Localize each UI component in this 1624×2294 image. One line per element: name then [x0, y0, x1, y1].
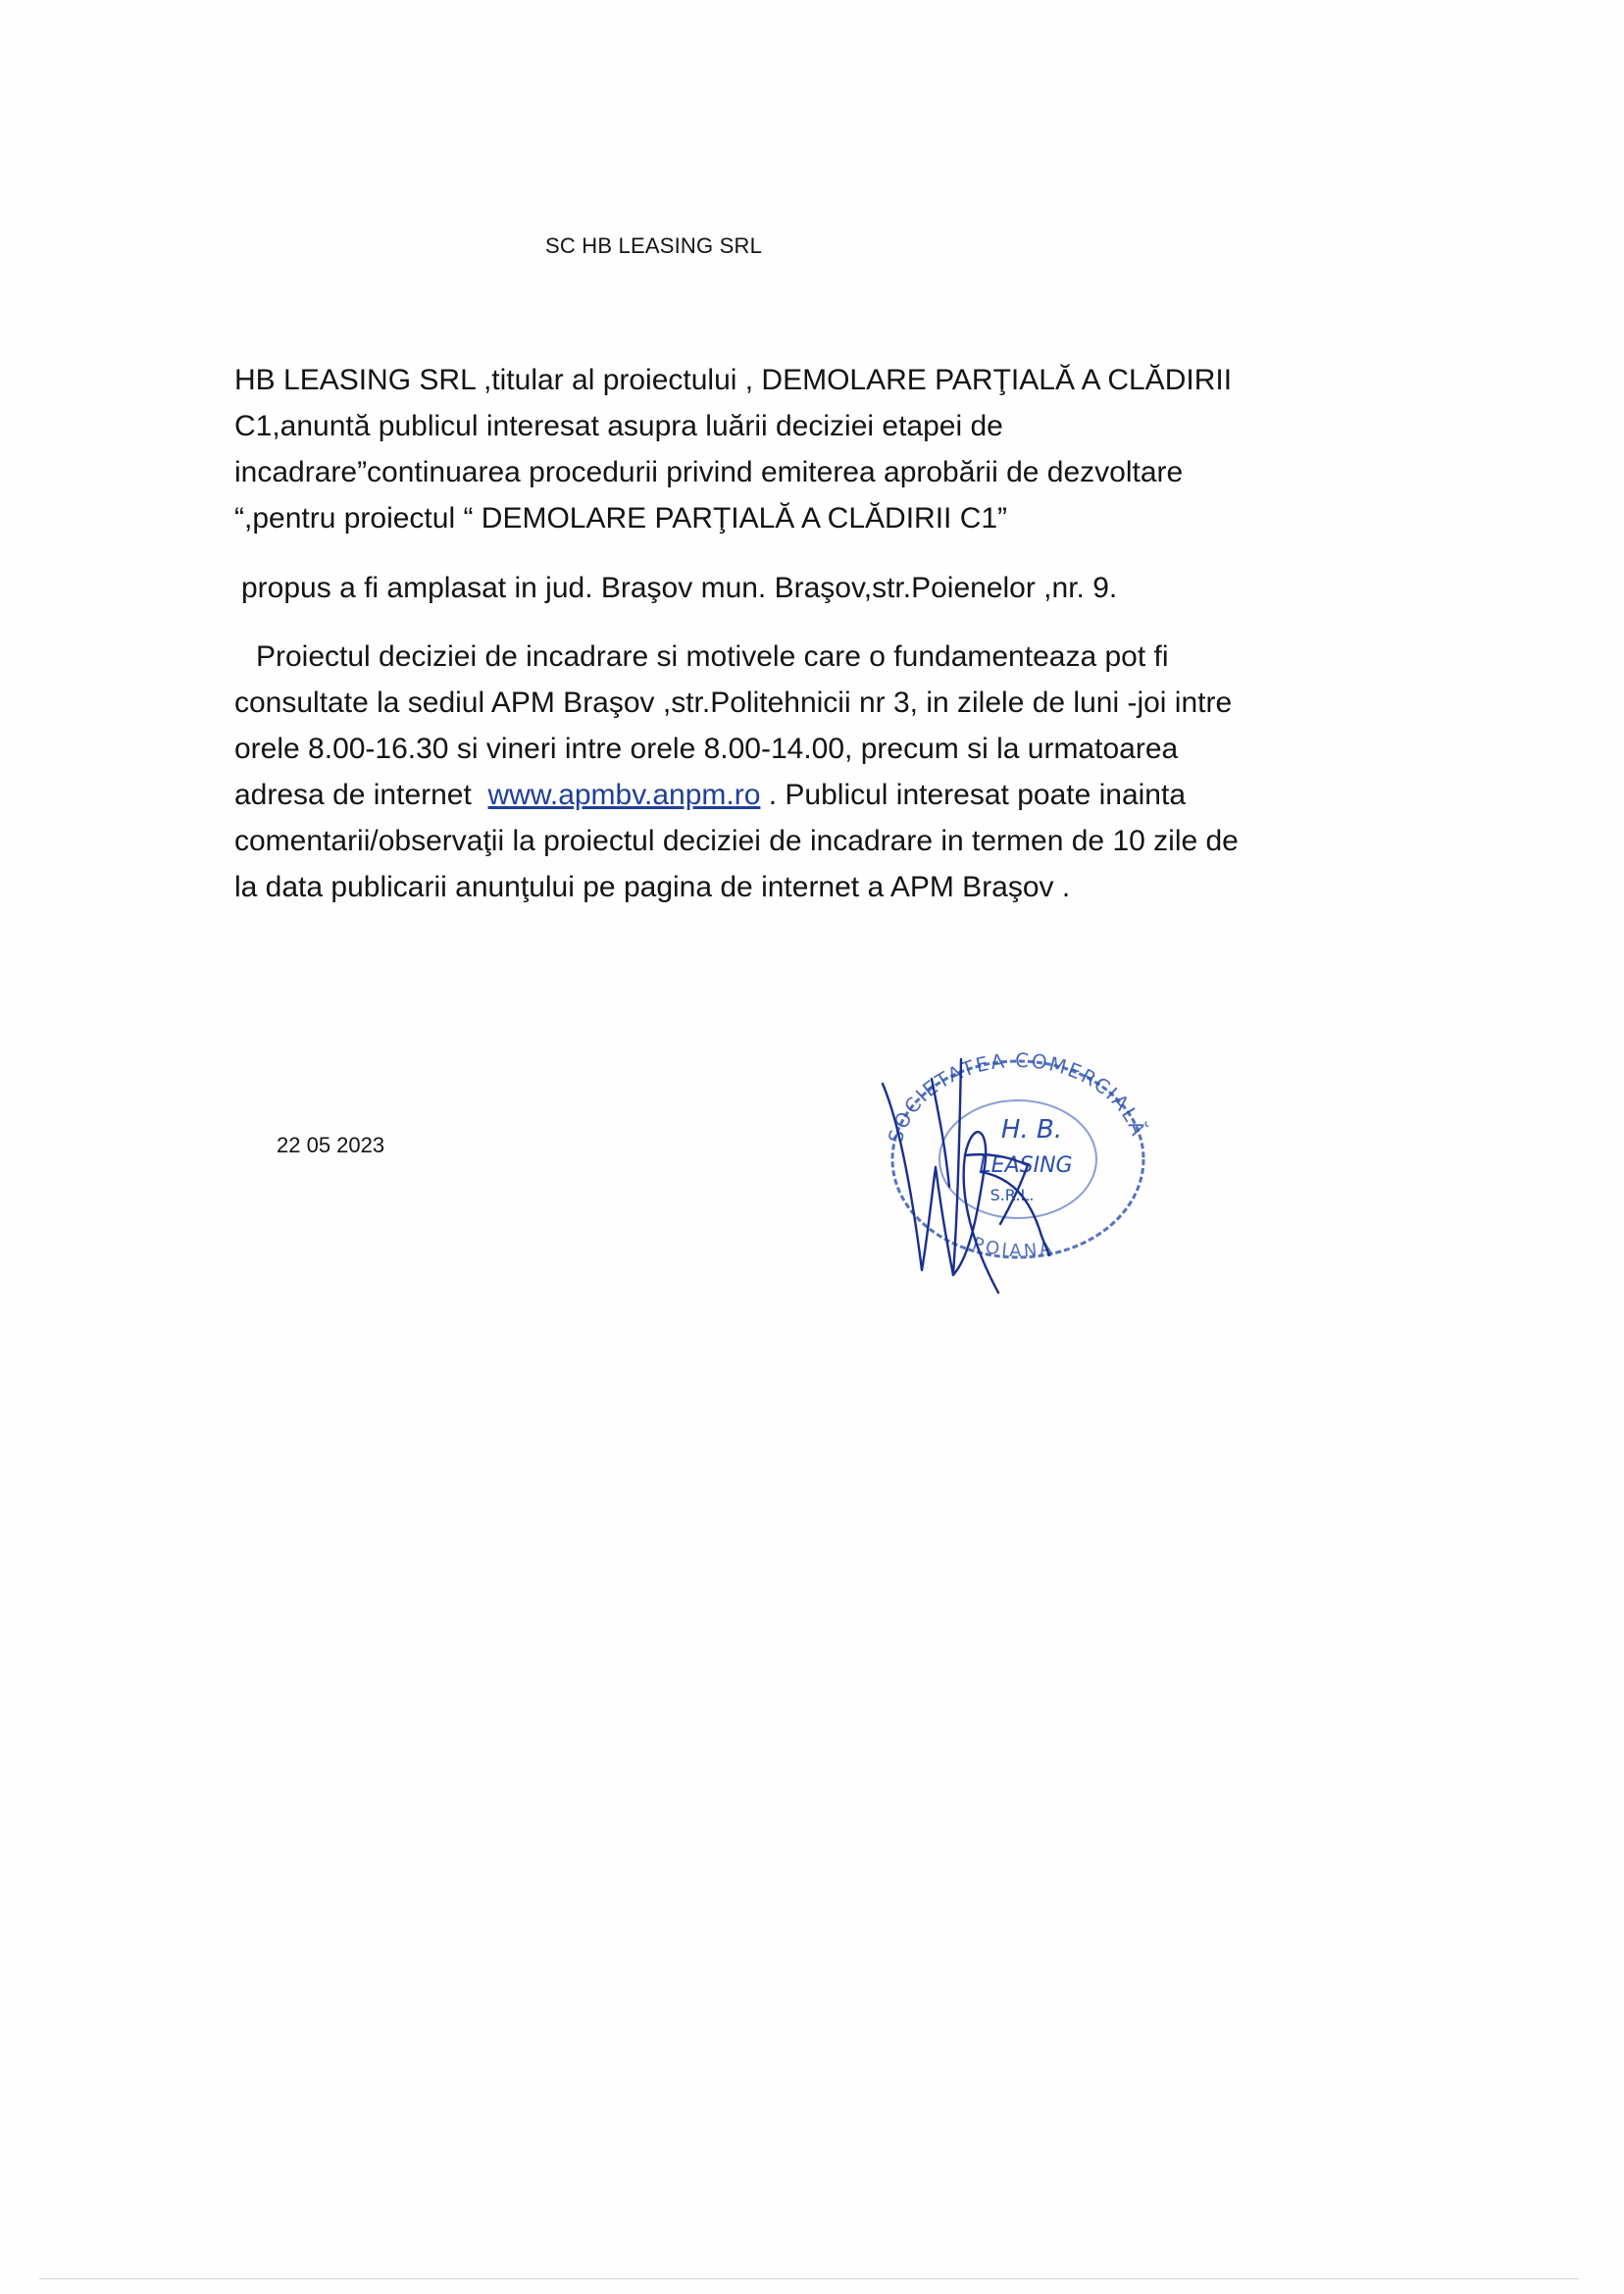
link-prefix-text: adresa de internet [234, 779, 488, 811]
link-suffix-text: . Publicul interesat poate inainta [760, 779, 1187, 811]
stamp-bottom-text: POIANA [970, 1233, 1056, 1262]
company-header: SC HB LEASING SRL [545, 233, 763, 258]
stamp-svg [863, 1040, 1216, 1304]
location-paragraph [241, 565, 1398, 611]
paragraph-line: la data publicarii anunţului pe pagina de internet a APM Braşov . [234, 871, 1071, 903]
paragraph-line-with-link [234, 772, 1392, 818]
paragraph-line: incadrare”continuarea procedurii privind emiterea aprobării de dezvoltare [234, 456, 1184, 488]
location-line: propus a fi amplasat in jud. Braşov mun. Braşov,str.Poienelor ,nr. 9. [241, 572, 1118, 604]
stamp-center-line1: H. B. [1000, 1115, 1063, 1145]
paragraph-line: HB LEASING SRL ,titular al proiectului , DEMOLARE PARŢIALĂ A CLĂDIRII [234, 364, 1233, 396]
page-bottom-divider [39, 2278, 1579, 2279]
paragraph-line: “,pentru proiectul “ DEMOLARE PARŢIALĂ A CLĂDIRII C1” [234, 502, 1008, 535]
paragraph-line: C1,anuntă publicul interesat asupra luării deciziei etapei de [234, 410, 1003, 442]
signature-and-stamp [863, 1040, 1216, 1304]
stamp-ring-text: SOCIETATEA COMERCIALĂ [883, 1047, 1151, 1147]
paragraph-line: comentarii/observaţii la proiectul deciziei de incadrare in termen de 10 zile de [234, 825, 1239, 857]
apm-website-link[interactable]: www.apmbv.anpm.ro [487, 779, 761, 811]
consultation-paragraph [234, 634, 1392, 910]
paragraph-line: Proiectul deciziei de incadrare si motivele care o fundamenteaza pot fi [256, 640, 1169, 673]
paragraph-line: consultate la sediul APM Braşov ,str.Politehnicii nr 3, in zilele de luni -joi intre [234, 687, 1233, 719]
announcement-paragraph [234, 357, 1392, 541]
stamp-center-line2: LEASING [979, 1153, 1073, 1178]
stamp-center-line3: S.R.L. [990, 1186, 1035, 1204]
document-date: 22 05 2023 [277, 1133, 385, 1157]
paragraph-line: orele 8.00-16.30 si vineri intre orele 8.00-14.00, precum si la urmatoarea [234, 733, 1179, 765]
company-stamp [884, 1048, 1151, 1261]
